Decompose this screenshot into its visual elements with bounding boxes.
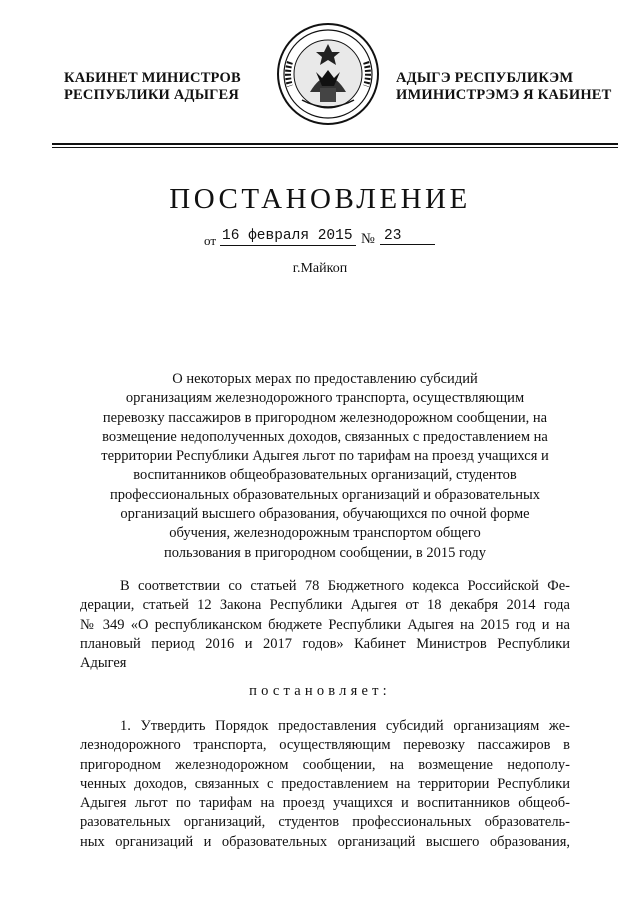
subject-line: воспитанников общеобразовательных организаций, студентов [133,467,517,484]
header-rule-thin [52,147,618,148]
item-1-line: Адыгея льгот по тарифам на проезд учащихся и воспитанников общеоб- [80,795,570,812]
item-1-line: ных организаций и образовательных организаций высшего образования, [80,833,570,850]
subject-line: организациям железнодорожного транспорта, осуществляющим [125,390,525,407]
header-right-line: АДЫГЭ РЕСПУБЛИКЭМ [396,70,574,86]
date-number-line [0,228,640,252]
document-title: ПОСТАНОВЛЕНИЕ [169,183,471,215]
item-1-line: лезнодорожного транспорта, осуществляющим перевозку пассажиров в [80,737,570,754]
subject-line: обучения, железнодорожным транспортом общего [169,525,481,542]
subject-line: пользования в пригородном сообщении, в 2015 году [163,544,487,561]
resolves-heading: постановляет: [249,683,391,699]
document-date: 16 февраля 2015 [220,228,356,246]
preamble-paragraph [80,577,570,673]
preamble-line: В соответствии со статьей 78 Бюджетного кодекса Российской Фе- [120,578,570,594]
subject-line: перевозку пассажиров в пригородном железнодорожном сообщении, на [102,409,548,426]
header-left-line: КАБИНЕТ МИНИСТРОВ [64,70,241,86]
header-left [64,70,241,104]
item-1-line: пригородном железнодорожном сообщении, на возмещение недополу- [80,756,570,773]
preamble-line: дерации, статьей 12 Закона Республики Адыгея от 18 декабря 2014 года [80,597,570,614]
header-right [396,70,612,104]
preamble-line: плановый период 2016 и 2017 годов» Кабинет Министров Республики [80,635,570,652]
header-rule-thick [52,143,618,145]
document-subject [80,370,570,563]
subject-line: возмещение недополученных доходов, связанных с предоставлением на [102,428,548,445]
header-left-line: РЕСПУБЛИКИ АДЫГЕЯ [64,87,240,103]
preamble-line: Адыгея [80,655,127,672]
coat-of-arms-emblem [276,22,380,126]
preamble-line: № 349 «О республиканском бюджете Республики Адыгея на 2015 год и на [80,616,570,633]
item-1-paragraph [80,717,570,852]
date-prefix: от [204,233,217,248]
item-1-line: ченных доходов, связанных с предоставлением на территории Республики [80,775,570,792]
document-number: 23 [380,228,435,245]
item-1-line: 1. Утвердить Порядок предоставления субсидий организациям же- [120,718,570,734]
subject-line: территории Республики Адыгея льгот по тарифам на проезд учащихся и [101,448,549,465]
header-right-line: ИМИНИСТРЭМЭ Я КАБИНЕТ [396,87,612,103]
city: г.Майкоп [292,261,348,276]
number-sign: № [361,231,375,247]
subject-line: профессиональных образовательных организаций и образовательных [110,486,540,503]
subject-line: организаций высшего образования, обучающихся по очной форме [120,506,530,523]
item-1-line: разовательных организаций, студентов профессиональных образователь- [80,814,570,831]
subject-line: О некоторых мерах по предоставлению субсидий [172,371,478,387]
